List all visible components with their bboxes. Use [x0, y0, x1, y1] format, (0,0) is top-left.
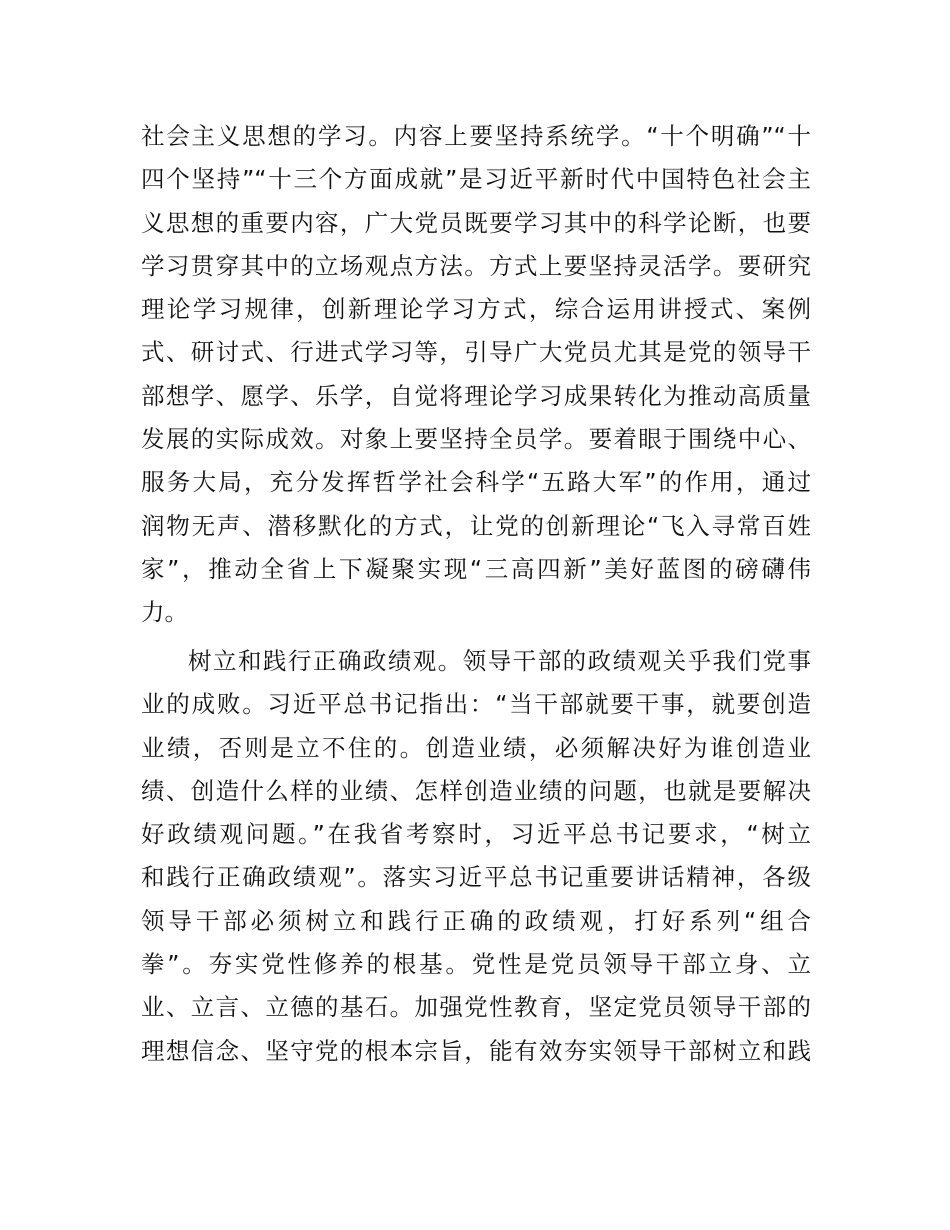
text-line: 理想信念、坚守党的根本宗旨，能有效夯实领导干部树立和践: [141, 1036, 811, 1065]
text-line: 业的成败。习近平总书记指出：“当干部就要干事，就要创造: [141, 690, 811, 719]
text-line: 学习贯穿其中的立场观点方法。方式上要坚持灵活学。要研究: [141, 251, 811, 280]
paragraph-1: [141, 115, 811, 635]
text-line: 好政绩观问题。”在我省考察时，习近平总书记要求，“树立: [141, 820, 811, 849]
text-line: 义思想的重要内容，广大党员既要学习其中的科学论断，也要: [141, 208, 811, 237]
text-line: 部想学、愿学、乐学，自觉将理论学习成果转化为推动高质量: [141, 381, 811, 410]
text-line: 发展的实际成效。对象上要坚持全员学。要着眼于围绕中心、: [141, 425, 811, 454]
text-line: 式、研讨式、行进式学习等，引导广大党员尤其是党的领导干: [141, 338, 811, 367]
text-line: 家”，推动全省上下凝聚实现“三高四新”美好蓝图的磅礴伟: [141, 554, 811, 583]
text-line: 力。: [141, 598, 188, 627]
text-line: 绩、创造什么样的业绩、怎样创造业绩的问题，也就是要解决: [141, 776, 811, 805]
text-line: 社会主义思想的学习。内容上要坚持系统学。“十个明确”“十: [141, 122, 811, 150]
text-line: 服务大局，充分发挥哲学社会科学“五路大军”的作用，通过: [141, 468, 811, 497]
text-line: 拳”。夯实党性修养的根基。党性是党员领导干部立身、立: [141, 950, 811, 979]
text-line: 理论学习规律，创新理论学习方式，综合运用讲授式、案例: [141, 295, 811, 324]
text-line: 润物无声、潜移默化的方式，让党的创新理论“飞入寻常百姓: [141, 511, 811, 540]
text-line: 四个坚持”“十三个方面成就”是习近平新时代中国特色社会主: [141, 165, 811, 194]
text-line: 业绩，否则是立不住的。创造业绩，必须解决好为谁创造业: [141, 733, 811, 762]
text-line: 树立和践行正确政绩观。领导干部的政绩观关乎我们党事: [188, 647, 811, 675]
text-line: 业、立言、立德的基石。加强党性教育，坚定党员领导干部的: [141, 993, 811, 1022]
paragraph-2: [141, 640, 811, 1073]
text-line: 领导干部必须树立和践行正确的政绩观，打好系列“组合: [141, 906, 811, 935]
text-line: 和践行正确政绩观”。落实习近平总书记重要讲话精神，各级: [141, 863, 811, 892]
